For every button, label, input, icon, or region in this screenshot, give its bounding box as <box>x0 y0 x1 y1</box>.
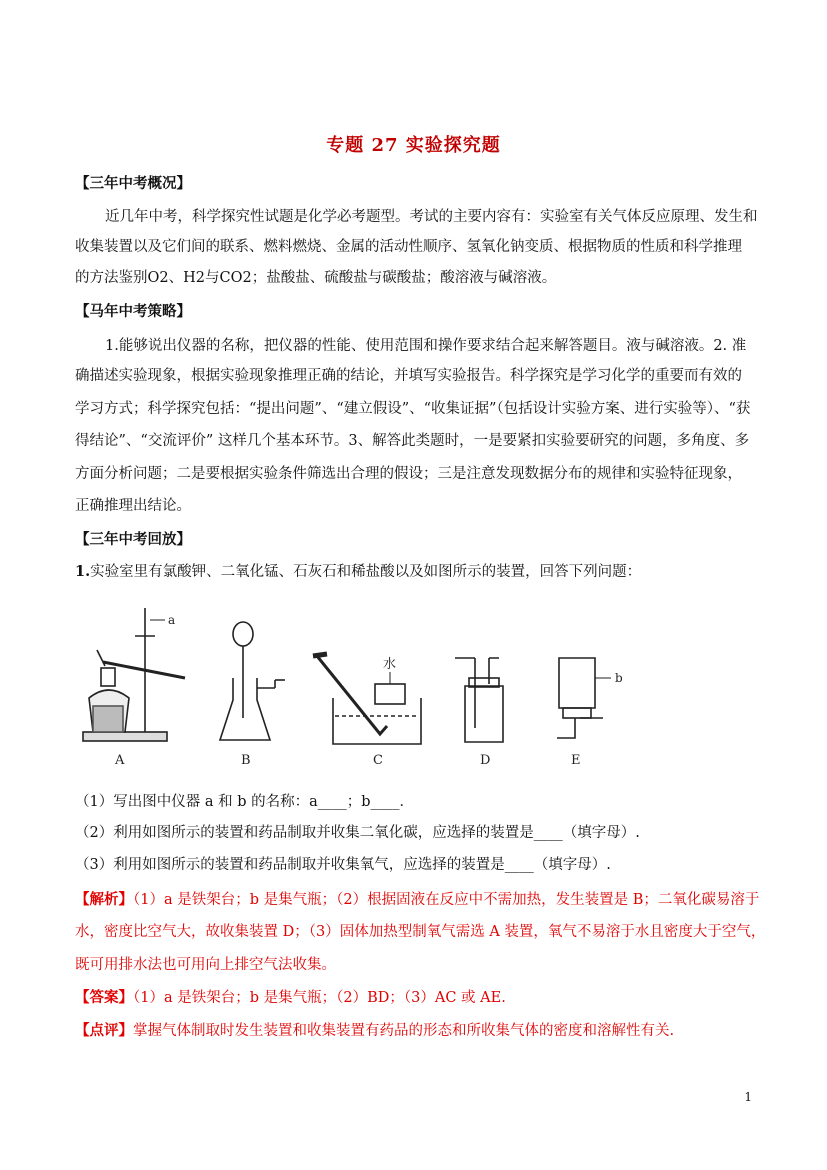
analysis-line-3: 既可用排水法也可用向上排空气法收集。 <box>75 957 336 973</box>
page-title: 专题 27 实验探究题 <box>326 135 501 156</box>
analysis-line-1 <box>75 888 759 909</box>
strategy-line-5: 方面分析问题；二是要根据实验条件筛选出合理的假设；三是注意发现数据分布的规律和实验特征现象， <box>75 466 742 482</box>
comment-tag: 【点评】 <box>75 1022 133 1039</box>
part-1: （1）写出图中仪器 a 和 b 的名称：a____；b____． <box>75 794 415 810</box>
comment-text: 掌握气体制取时发生装置和收集装置有药品的形态和所收集气体的密度和溶解性有关. <box>133 1023 675 1039</box>
analysis-tag: 【解析】 <box>75 891 133 908</box>
answer-tag: 【答案】 <box>75 989 133 1006</box>
fig-label-B: B <box>241 753 251 768</box>
fig-label-A: A <box>115 753 125 768</box>
label-a: a <box>168 613 176 627</box>
fig-label-C: C <box>373 753 383 768</box>
label-water: 水 <box>383 657 397 672</box>
apparatus-e <box>557 658 611 738</box>
part-2: （2）利用如图所示的装置和药品制取并收集二氧化碳，应选择的装置是____（填字母）. <box>75 825 640 841</box>
strategy-line-1: 1.能够说出仪器的名称，把仪器的性能、使用范围和操作要求结合起来解答题目。液与碱溶液。2. 准 <box>105 338 747 354</box>
strategy-line-6: 正确推理出结论。 <box>75 498 191 514</box>
apparatus-b <box>220 622 285 740</box>
analysis-line-2: 水，密度比空气大，故收集装置 D；（3）固体加热型制氧气需选 A 装置，氧气不易溶于水且密度大于空气， <box>75 924 766 940</box>
apparatus-c <box>313 654 421 744</box>
analysis-text-1: （1）a 是铁架台；b 是集气瓶；（2）根据固液在反应中不需加热，发生装置是 B；二氧化碳易溶于 <box>133 892 760 908</box>
part-3: （3）利用如图所示的装置和药品制取并收集氧气，应选择的装置是____（填字母）. <box>75 857 611 873</box>
page-number: 1 <box>744 1090 752 1104</box>
question-stem <box>75 560 641 581</box>
strategy-line-4: 得结论”、“交流评价” 这样几个基本环节。3、解答此类题时，一是要紧扣实验要研究的问题，多角度、多 <box>75 433 750 449</box>
review-heading: 【三年中考回放】 <box>75 531 191 548</box>
apparatus-a <box>83 608 185 741</box>
strategy-line-2: 确描述实验现象，根据实验现象推理正确的结论，并填写实验报告。科学探究是学习化学的重要而有效的 <box>75 368 742 384</box>
fig-label-E: E <box>571 753 581 768</box>
apparatus-d <box>455 658 503 742</box>
answer-text: （1）a 是铁架台；b 是集气瓶；（2）BD；（3）AC 或 AE. <box>133 990 506 1006</box>
fig-label-D: D <box>480 753 491 768</box>
question-number: 1. <box>75 563 91 580</box>
overview-line-1: 近几年中考，科学探究性试题是化学必考题型。考试的主要内容有：实验室有关气体反应原理、发生和 <box>105 209 758 225</box>
comment-line <box>75 1019 674 1040</box>
question-stem-text: 实验室里有氯酸钾、二氧化锰、石灰石和稀盐酸以及如图所示的装置，回答下列问题： <box>90 564 642 580</box>
strategy-line-3: 学习方式；科学探究包括：“提出问题”、“建立假设”、“收集证据”（包括设计实验方案、进行实验等）、“获 <box>75 401 751 417</box>
label-b: b <box>615 671 623 685</box>
answer-line <box>75 986 506 1007</box>
strategy-heading: 【马年中考策略】 <box>75 303 191 320</box>
overview-heading: 【三年中考概况】 <box>75 175 191 192</box>
overview-line-3: 的方法鉴别O2、H2与CO2；盐酸盐、硫酸盐与碳酸盐；酸溶液与碱溶液。 <box>75 270 557 286</box>
apparatus-figure <box>75 598 635 778</box>
overview-line-2: 收集装置以及它们间的联系、燃料燃烧、金属的活动性顺序、氢氧化钠变质、根据物质的性质和科学推理 <box>75 239 742 255</box>
